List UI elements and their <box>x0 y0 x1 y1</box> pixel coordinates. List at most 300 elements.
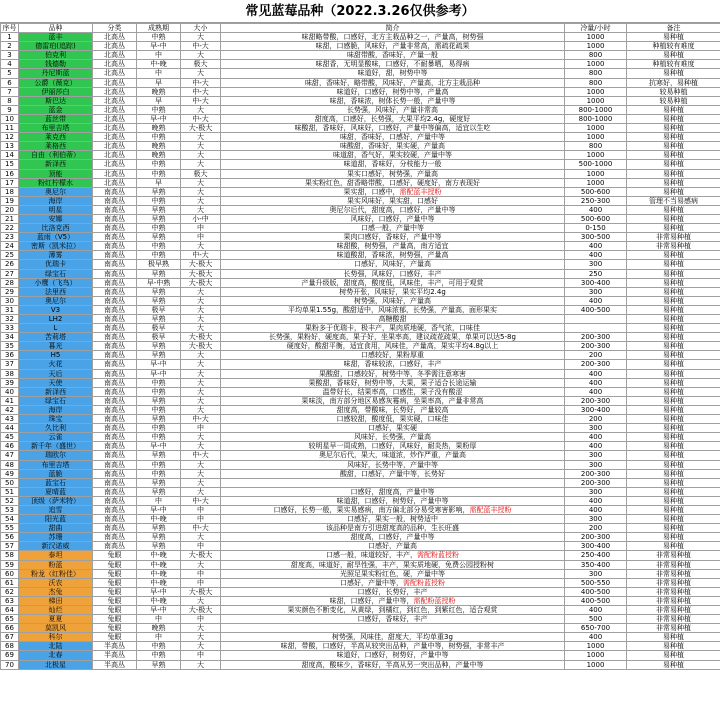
variety-name: 顶能 <box>19 169 93 178</box>
category: 半高丛 <box>93 660 137 669</box>
category: 兔眼 <box>93 606 137 615</box>
chill-hours: 800 <box>565 142 627 151</box>
description: 风味好，长势中等，产量中等 <box>221 460 565 469</box>
maturity: 早熟 <box>137 524 181 533</box>
fruit-size: 大-极大 <box>181 551 221 560</box>
remark: 管理不当易感病 <box>627 196 720 205</box>
chill-hours: 1000 <box>565 124 627 133</box>
table-row <box>1 487 720 496</box>
fruit-size: 大-极大 <box>181 269 221 278</box>
remark: 易种植 <box>627 324 720 333</box>
fruit-size: 中 <box>181 578 221 587</box>
remark: 易种植 <box>627 133 720 142</box>
maturity: 极早 <box>137 333 181 342</box>
remark: 易种植 <box>627 378 720 387</box>
row-number: 30 <box>1 296 19 305</box>
remark: 易种植 <box>627 542 720 551</box>
maturity: 早-中 <box>137 442 181 451</box>
category: 南高丛 <box>93 378 137 387</box>
row-number: 52 <box>1 496 19 505</box>
remark: 易种植 <box>627 369 720 378</box>
variety-name: 沃农 <box>19 578 93 587</box>
maturity: 中-晚 <box>137 596 181 605</box>
row-number: 56 <box>1 533 19 542</box>
remark: 易种植 <box>627 142 720 151</box>
chill-hours: 300 <box>565 515 627 524</box>
table-row <box>1 551 720 560</box>
header-row <box>1 24 720 33</box>
row-number: 57 <box>1 542 19 551</box>
fruit-size: 中-大 <box>181 78 221 87</box>
description: 果酸甜，香味好，树势中等，大果，果子适合长途运输 <box>221 378 565 387</box>
description: 光照足果实粉红色，硬，产量中等 <box>221 569 565 578</box>
variety-name: 粉红柠檬水 <box>19 178 93 187</box>
table-row <box>1 187 720 196</box>
table-row <box>1 533 720 542</box>
remark: 易种植 <box>627 633 720 642</box>
pollination-note: 需配蓝丰授粉 <box>399 187 442 196</box>
table-row <box>1 387 720 396</box>
fruit-size: 大 <box>181 315 221 324</box>
table-row <box>1 396 720 405</box>
description: 果实颜色不断变化，从黄绿，到橘红，到红色，到紫红色，适合观赏 <box>221 606 565 615</box>
description: 味酸甜，香味好，果实硬，产量高 <box>221 142 565 151</box>
category: 南高丛 <box>93 369 137 378</box>
chill-hours: 800-1000 <box>565 105 627 114</box>
description: 风味好，口感好，产量中等 <box>221 214 565 223</box>
category: 北高丛 <box>93 169 137 178</box>
fruit-size: 大-极大 <box>181 342 221 351</box>
chill-hours: 800 <box>565 69 627 78</box>
row-number: 27 <box>1 269 19 278</box>
category: 南高丛 <box>93 533 137 542</box>
maturity: 早熟 <box>137 487 181 496</box>
table-row <box>1 560 720 569</box>
row-number: 8 <box>1 96 19 105</box>
variety-name: 阳光蓝 <box>19 515 93 524</box>
row-number: 13 <box>1 142 19 151</box>
maturity: 中熟 <box>137 642 181 651</box>
maturity: 中-晚 <box>137 578 181 587</box>
maturity: 早-中 <box>137 505 181 514</box>
category: 南高丛 <box>93 196 137 205</box>
fruit-size: 大 <box>181 624 221 633</box>
category: 北高丛 <box>93 87 137 96</box>
table-row <box>1 624 720 633</box>
table-row <box>1 542 720 551</box>
fruit-size: 大 <box>181 160 221 169</box>
chill-hours <box>565 315 627 324</box>
table-row <box>1 296 720 305</box>
chill-hours: 400 <box>565 433 627 442</box>
maturity: 早熟 <box>137 660 181 669</box>
row-number: 3 <box>1 51 19 60</box>
chill-hours: 1000 <box>565 60 627 69</box>
chill-hours: 250-300 <box>565 196 627 205</box>
chill-hours: 250 <box>565 269 627 278</box>
row-number: 66 <box>1 624 19 633</box>
category: 南高丛 <box>93 387 137 396</box>
variety-name: 追雪 <box>19 505 93 514</box>
description: 口感好，果实硬 <box>221 424 565 433</box>
maturity: 晚熟 <box>137 87 181 96</box>
chill-hours: 400-500 <box>565 596 627 605</box>
maturity: 早-中 <box>137 587 181 596</box>
maturity: 中 <box>137 633 181 642</box>
remark: 易种植 <box>627 287 720 296</box>
category: 北高丛 <box>93 42 137 51</box>
row-number: 4 <box>1 60 19 69</box>
description: 高糖酸甜 <box>221 315 565 324</box>
table-row <box>1 606 720 615</box>
table-row <box>1 378 720 387</box>
row-number: 39 <box>1 378 19 387</box>
category: 南高丛 <box>93 187 137 196</box>
remark: 易种植 <box>627 442 720 451</box>
chill-hours: 400 <box>565 387 627 396</box>
description: 甜度高，口感好，长势强，大果平均2.4g，硬度好 <box>221 114 565 123</box>
fruit-size: 大 <box>181 369 221 378</box>
maturity: 早-中 <box>137 114 181 123</box>
remark: 易种植 <box>627 360 720 369</box>
category: 南高丛 <box>93 360 137 369</box>
chill-hours: 1000 <box>565 169 627 178</box>
category: 南高丛 <box>93 505 137 514</box>
description: 口感好，风味好，产量高 <box>221 260 565 269</box>
remark: 易种植 <box>627 51 720 60</box>
row-number: 64 <box>1 606 19 615</box>
variety-name: 绿宝石 <box>19 269 93 278</box>
chill-hours: 1000 <box>565 33 627 42</box>
table-row <box>1 660 720 669</box>
variety-name: 奥尼尔 <box>19 296 93 305</box>
fruit-size: 大 <box>181 396 221 405</box>
category: 北高丛 <box>93 60 137 69</box>
category: 北高丛 <box>93 142 137 151</box>
maturity: 早-中 <box>137 606 181 615</box>
variety-name: 小鹰（飞鸟） <box>19 278 93 287</box>
remark: 非常易种植 <box>627 587 720 596</box>
chill-hours: 400 <box>565 442 627 451</box>
row-number: 15 <box>1 160 19 169</box>
maturity: 中熟 <box>137 33 181 42</box>
row-number: 28 <box>1 278 19 287</box>
chill-hours: 300-400 <box>565 542 627 551</box>
variety-name: 新汉诺威 <box>19 542 93 551</box>
chill-hours: 1000 <box>565 151 627 160</box>
category: 南高丛 <box>93 315 137 324</box>
variety-name: 天使 <box>19 378 93 387</box>
table-row <box>1 351 720 360</box>
chill-hours: 400 <box>565 505 627 514</box>
remark: 易种植 <box>627 205 720 214</box>
maturity: 早熟 <box>137 233 181 242</box>
table-row <box>1 269 720 278</box>
chill-hours: 300 <box>565 569 627 578</box>
chill-hours: 200 <box>565 351 627 360</box>
row-number: 45 <box>1 433 19 442</box>
variety-name: 蓝脆 <box>19 469 93 478</box>
category: 南高丛 <box>93 251 137 260</box>
description: 味酸甜，香味好，风味好，口感好，产量中等偏高，适宜以生吃 <box>221 124 565 133</box>
variety-name: 夏晴蓝 <box>19 487 93 496</box>
fruit-size: 大-极大 <box>181 587 221 596</box>
chill-hours: 400 <box>565 496 627 505</box>
fruit-size: 大-极大 <box>181 124 221 133</box>
remark: 易种植 <box>627 187 720 196</box>
remark: 易种植 <box>627 405 720 414</box>
description <box>221 187 565 196</box>
fruit-size: 大 <box>181 633 221 642</box>
variety-name: 北极星 <box>19 660 93 669</box>
remark: 抗寒好，易种植 <box>627 78 720 87</box>
row-number: 26 <box>1 260 19 269</box>
description: 味道好，口感好，树势中等，产量高 <box>221 87 565 96</box>
row-number: 70 <box>1 660 19 669</box>
variety-name: 珠宝 <box>19 415 93 424</box>
header-cell: 分类 <box>93 24 137 33</box>
description: 味甜，口感脆，风味好，产量非常高，需疏花疏果 <box>221 42 565 51</box>
category: 兔眼 <box>93 624 137 633</box>
fruit-size: 大 <box>181 51 221 60</box>
table-row <box>1 287 720 296</box>
description: 果肉口感好，香味好，产量中等 <box>221 233 565 242</box>
row-number: 54 <box>1 515 19 524</box>
fruit-size: 中-大 <box>181 451 221 460</box>
variety-name: 安娜 <box>19 214 93 223</box>
row-number: 47 <box>1 451 19 460</box>
table-row <box>1 569 720 578</box>
chill-hours: 1000 <box>565 87 627 96</box>
category: 南高丛 <box>93 478 137 487</box>
chill-hours: 1000 <box>565 642 627 651</box>
row-number: 16 <box>1 169 19 178</box>
variety-name: 德雷珀(追踪) <box>19 42 93 51</box>
description: 味甜，带酸，口感好，半高从较突出品种，产量中等，树势强，非常丰产 <box>221 642 565 651</box>
table-row <box>1 278 720 287</box>
description: 味道甜，香气好，果实较硬，产量中等 <box>221 151 565 160</box>
description: 果酸甜，口感较好，树势中等，冬季需注意寒害 <box>221 369 565 378</box>
chill-hours: 400 <box>565 378 627 387</box>
description: 甜度高，口感好，产量中等 <box>221 533 565 542</box>
row-number: 40 <box>1 387 19 396</box>
category: 南高丛 <box>93 260 137 269</box>
category: 北高丛 <box>93 69 137 78</box>
fruit-size: 大 <box>181 433 221 442</box>
fruit-size: 大 <box>181 405 221 414</box>
category: 半高丛 <box>93 651 137 660</box>
remark: 非常易种植 <box>627 615 720 624</box>
table-row <box>1 651 720 660</box>
fruit-size: 大 <box>181 242 221 251</box>
table-row <box>1 315 720 324</box>
row-number: 58 <box>1 551 19 560</box>
remark: 易种植 <box>627 178 720 187</box>
table-row <box>1 51 720 60</box>
chill-hours: 400 <box>565 606 627 615</box>
category: 南高丛 <box>93 396 137 405</box>
maturity: 早熟 <box>137 478 181 487</box>
variety-name: 甜曲 <box>19 524 93 533</box>
remark: 易种植 <box>627 487 720 496</box>
table-row <box>1 615 720 624</box>
category: 南高丛 <box>93 333 137 342</box>
description <box>221 596 565 605</box>
remark: 较易种植 <box>627 96 720 105</box>
description-text: 果实甜，口感中， <box>343 187 400 196</box>
remark: 非常易种植 <box>627 578 720 587</box>
row-number: 37 <box>1 360 19 369</box>
maturity: 早-中 <box>137 42 181 51</box>
description <box>221 505 565 514</box>
variety-name: 薄雾 <box>19 251 93 260</box>
category: 南高丛 <box>93 233 137 242</box>
table-row <box>1 60 720 69</box>
category: 北高丛 <box>93 78 137 87</box>
row-number: 59 <box>1 560 19 569</box>
row-number: 38 <box>1 369 19 378</box>
chill-hours: 1000 <box>565 178 627 187</box>
maturity: 中熟 <box>137 251 181 260</box>
header-cell: 大小 <box>181 24 221 33</box>
table-row <box>1 469 720 478</box>
variety-name: 杰兔 <box>19 587 93 596</box>
pollination-note: 需配粉蓝授粉 <box>417 551 459 560</box>
row-number: 48 <box>1 460 19 469</box>
category: 南高丛 <box>93 214 137 223</box>
category: 南高丛 <box>93 287 137 296</box>
row-number: 12 <box>1 133 19 142</box>
maturity: 早熟 <box>137 415 181 424</box>
fruit-size: 大 <box>181 305 221 314</box>
category: 兔眼 <box>93 560 137 569</box>
fruit-size: 大 <box>181 533 221 542</box>
fruit-size: 中 <box>181 424 221 433</box>
chill-hours: 300 <box>565 460 627 469</box>
row-number: 65 <box>1 615 19 624</box>
category: 北高丛 <box>93 178 137 187</box>
maturity: 晚熟 <box>137 624 181 633</box>
remark: 易种植 <box>627 469 720 478</box>
chill-hours: 500-600 <box>565 214 627 223</box>
variety-name: 夏夏 <box>19 615 93 624</box>
description: 味道好，甜，树势中等 <box>221 69 565 78</box>
row-number: 21 <box>1 214 19 223</box>
table-row <box>1 633 720 642</box>
row-number: 32 <box>1 315 19 324</box>
description: 味甜带酸，香味好，产量一般 <box>221 51 565 60</box>
fruit-size: 大 <box>181 442 221 451</box>
row-number: 31 <box>1 305 19 314</box>
remark: 易种植 <box>627 533 720 542</box>
table-row <box>1 460 720 469</box>
maturity: 极早熟 <box>137 260 181 269</box>
maturity: 中熟 <box>137 160 181 169</box>
variety-name: 公爵（薇克） <box>19 78 93 87</box>
chill-hours: 200-300 <box>565 360 627 369</box>
fruit-size: 大 <box>181 296 221 305</box>
maturity: 早熟 <box>137 342 181 351</box>
variety-name: 布里吉塔 <box>19 124 93 133</box>
fruit-size: 中 <box>181 569 221 578</box>
fruit-size: 大 <box>181 387 221 396</box>
chill-hours: 400-500 <box>565 305 627 314</box>
table-row <box>1 178 720 187</box>
description <box>221 624 565 633</box>
table-row <box>1 333 720 342</box>
maturity: 中 <box>137 69 181 78</box>
remark: 易种植 <box>627 424 720 433</box>
chill-hours: 400 <box>565 242 627 251</box>
chill-hours: 800 <box>565 51 627 60</box>
variety-name: 绿宝石 <box>19 396 93 405</box>
maturity: 早熟 <box>137 296 181 305</box>
remark: 非常易种植 <box>627 233 720 242</box>
row-number: 34 <box>1 333 19 342</box>
description-text: 口感一般，味道较好，丰产， <box>326 551 417 560</box>
remark: 易种植 <box>627 151 720 160</box>
description: 果实口感好，树势强，产量高 <box>221 169 565 178</box>
variety-name: 梯田 <box>19 596 93 605</box>
maturity: 极早 <box>137 324 181 333</box>
row-number: 24 <box>1 242 19 251</box>
chill-hours: 200-300 <box>565 469 627 478</box>
variety-name: 比洛克西 <box>19 224 93 233</box>
chill-hours: 200-300 <box>565 396 627 405</box>
fruit-size: 大-极大 <box>181 260 221 269</box>
table-row <box>1 251 720 260</box>
description <box>221 578 565 587</box>
table-row <box>1 133 720 142</box>
table-row <box>1 87 720 96</box>
row-number: 5 <box>1 69 19 78</box>
row-number: 53 <box>1 505 19 514</box>
chill-hours: 350-400 <box>565 560 627 569</box>
fruit-size: 大 <box>181 142 221 151</box>
variety-name: 新千年（盛世） <box>19 442 93 451</box>
remark: 种植较有难度 <box>627 60 720 69</box>
description: 味道甜，口感好，树势好，产量中等 <box>221 496 565 505</box>
fruit-size: 大 <box>181 469 221 478</box>
category: 南高丛 <box>93 342 137 351</box>
description <box>221 478 565 487</box>
category: 兔眼 <box>93 615 137 624</box>
remark: 易种植 <box>627 396 720 405</box>
chill-hours: 300 <box>565 451 627 460</box>
description: 该品种是南方引进甜度高的品种，生长旺盛 <box>221 524 565 533</box>
description: 甜度高，酸味少，香味好，半高从另一突出品种，产量中等 <box>221 660 565 669</box>
table-body <box>1 33 720 670</box>
chill-hours: 200-300 <box>565 478 627 487</box>
chill-hours: 800 <box>565 78 627 87</box>
row-number: 35 <box>1 342 19 351</box>
description-text: 味甜，口感好，产量中等， <box>329 596 414 605</box>
remark: 非常易种植 <box>627 569 720 578</box>
category: 南高丛 <box>93 278 137 287</box>
remark: 非常易种植 <box>627 596 720 605</box>
remark: 非常易种植 <box>627 242 720 251</box>
table-row <box>1 478 720 487</box>
variety-name: 伊丽莎白 <box>19 87 93 96</box>
description-text: 口感好，长势一般，果实易感病，南方偏北部分易受寒害影响， <box>273 505 470 514</box>
description: 味甜，香味浓，树体长势一般，产量中等 <box>221 96 565 105</box>
remark: 种植较有难度 <box>627 42 720 51</box>
maturity: 早 <box>137 78 181 87</box>
variety-name: LH2 <box>19 315 93 324</box>
variety-name: 蓝宝石 <box>19 478 93 487</box>
fruit-size: 大-极大 <box>181 278 221 287</box>
row-number: 43 <box>1 415 19 424</box>
